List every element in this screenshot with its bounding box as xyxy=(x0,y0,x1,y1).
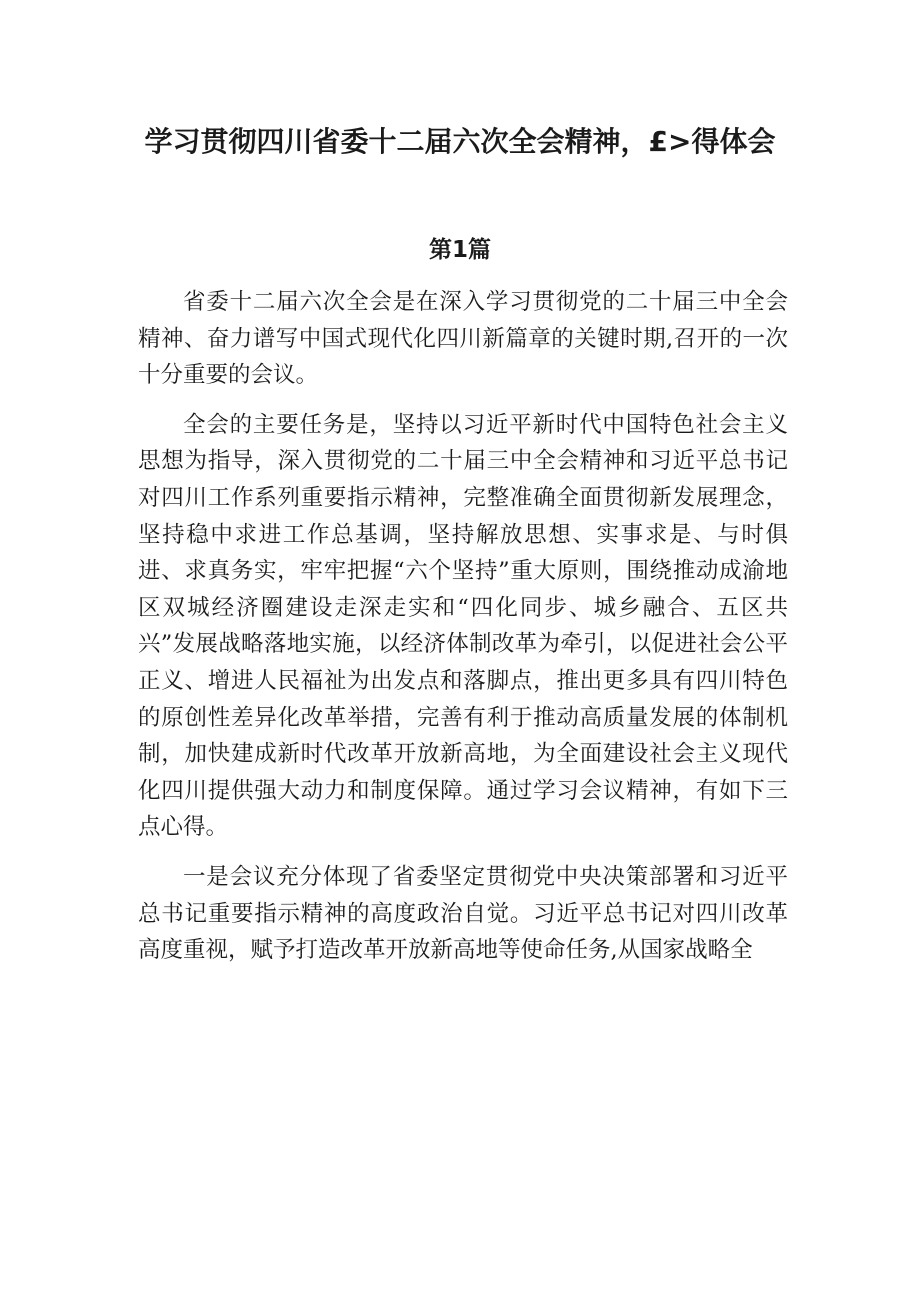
paragraph-2: 全会的主要任务是，坚持以习近平新时代中国特色社会主义思想为指导，深入贯彻党的二十届三中全会精神和习近平总书记对四川工作系列重要指示精神，完整准确全面贯彻新发展理念，坚持稳中求进工作总基调，坚持解放思想、实事求是、与时俱进、求真务实，牢牢把握“六个坚持”重大原则，围绕推动成渝地区双城经济圈建设走深走实和“四化同步、城乡融合、五区共兴”发展战略落地实施，以经济体制改革为牵引，以促进社会公平正义、增进人民福祉为出发点和落脚点，推出更多具有四川特色的原创性差异化改革举措，完善有利于推动高质量发展的体制机制，加快建成新时代改革开放新高地，为全面建设社会主义现代化四川提供强大动力和制度保障。通过学习会议精神，有如下三点心得。 xyxy=(138,411,788,841)
paragraph-3: 一是会议充分体现了省委坚定贯彻党中央决策部署和习近平总书记重要指示精神的高度政治自觉。习近平总书记对四川改革高度重视，赋予打造改革开放新高地等使命任务,从国家战略全 xyxy=(138,863,788,964)
document-title: 学习贯彻四川省委十二届六次全会精神，£>得体会 xyxy=(144,125,776,158)
paragraph-1: 省委十二届六次全会是在深入学习贯彻党的二十届三中全会精神、奋力谱写中国式现代化四川新篇章的关键时期,召开的一次十分重要的会议。 xyxy=(138,289,788,389)
section-heading: 第1篇 xyxy=(428,237,491,263)
document-body xyxy=(138,284,788,969)
